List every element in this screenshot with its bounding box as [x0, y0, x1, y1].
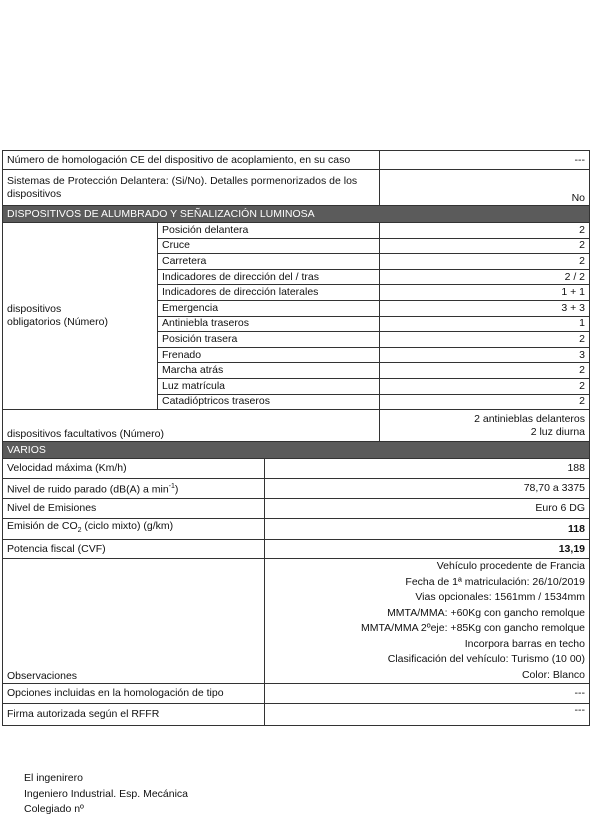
observations-label: Observaciones: [3, 559, 265, 684]
lighting-item-name: Frenado: [158, 347, 380, 363]
observation-line: MMTA/MMA 2ºeje: +85Kg con gancho remolque: [361, 622, 585, 634]
lighting-section-header: DISPOSITIVOS DE ALUMBRADO Y SEÑALIZACIÓN LUMINOSA: [3, 206, 590, 223]
observation-line: Vias opcionales: 1561mm / 1534mm: [415, 591, 585, 603]
engineer-specialty: Ingeniero Industrial. Esp. Mecánica: [24, 787, 189, 800]
observations-value: [265, 559, 590, 684]
engineer-title: El ingenirero: [24, 772, 83, 784]
lighting-item-value: 2: [380, 378, 590, 394]
type-options-value: ---: [265, 684, 590, 704]
lighting-item-value: 2: [380, 254, 590, 270]
varios-table: [2, 441, 590, 726]
coupling-homologation-value: ---: [380, 151, 590, 170]
lighting-item-value: 3 + 3: [380, 300, 590, 316]
noise-level-value: 78,70 a 3375: [265, 479, 590, 499]
lighting-item-name: Indicadores de dirección del / tras: [158, 269, 380, 285]
observation-line: MMTA/MMA: +60Kg con gancho remolque: [387, 606, 585, 619]
lighting-item-value: 2: [380, 332, 590, 348]
observation-line: Color: Blanco: [521, 668, 585, 681]
observation-line: Incorpora barras en techo: [464, 637, 585, 650]
optional-devices-label: dispositivos facultativos (Número): [3, 410, 380, 442]
mandatory-devices-label: dispositivos obligatorios (Número): [3, 223, 158, 410]
observation-line: Clasificación del vehículo: Turismo (10 00): [387, 653, 585, 665]
lighting-item-name: Luz matrícula: [158, 378, 380, 394]
max-speed-value: 188: [265, 459, 590, 479]
lighting-item-name: Cruce: [158, 238, 380, 254]
front-protection-value: No: [380, 170, 590, 206]
authorized-signature-value: ---: [265, 704, 590, 726]
emissions-level-value: Euro 6 DG: [265, 499, 590, 519]
lighting-item-name: Marcha atrás: [158, 363, 380, 379]
observation-line: Vehículo procedente de Francia: [436, 560, 585, 572]
engineer-registration: Colegiado nº: [24, 803, 84, 815]
authorized-signature-label: Firma autorizada según el RFFR: [3, 704, 265, 726]
optional-device-line: 2 antinieblas delanteros: [474, 412, 586, 425]
optional-device-line: 2 luz diurna: [530, 425, 586, 438]
lighting-item-name: Posición trasera: [158, 332, 380, 348]
lighting-item-name: Antiniebla traseros: [158, 316, 380, 332]
lighting-item-name: Catadióptricos traseros: [158, 394, 380, 410]
lighting-item-name: Posición delantera: [158, 223, 380, 239]
lighting-table: [2, 150, 590, 442]
fiscal-power-label: Potencia fiscal (CVF): [3, 540, 265, 559]
engineer-signature-block: [24, 771, 188, 818]
observation-line: Fecha de 1ª matriculación: 26/10/2019: [405, 575, 585, 588]
lighting-item-value: 2: [380, 238, 590, 254]
max-speed-label: Velocidad máxima (Km/h): [3, 459, 265, 479]
noise-level-label: Nivel de ruido parado (dB(A) a $\min^{-1}$): [3, 479, 265, 499]
emissions-level-label: Nivel de Emisiones: [3, 499, 265, 519]
lighting-item-name: Indicadores de dirección laterales: [158, 285, 380, 301]
lighting-item-value: 1: [380, 316, 590, 332]
co2-emission-label: Emisión de $CO_2$ (ciclo mixto) (g/km): [3, 519, 265, 540]
type-options-label: Opciones incluidas en la homologación de tipo: [3, 684, 265, 704]
lighting-item-value: 3: [380, 347, 590, 363]
optional-devices-value: [380, 410, 590, 442]
lighting-item-name: Carretera: [158, 254, 380, 270]
lighting-item-value: 2 / 2: [380, 269, 590, 285]
lighting-item-name: Emergencia: [158, 300, 380, 316]
lighting-item-value: 1 + 1: [380, 285, 590, 301]
lighting-item-value: 2: [380, 363, 590, 379]
co2-emission-value: 118: [265, 519, 590, 540]
lighting-item-value: 2: [380, 394, 590, 410]
fiscal-power-value: 13,19: [265, 540, 590, 559]
lighting-item-value: 2: [380, 223, 590, 239]
front-protection-label: Sistemas de Protección Delantera: (Si/No). Detalles pormenorizados de los dispositivos: [3, 170, 380, 206]
coupling-homologation-label: Número de homologación CE del dispositivo de acoplamiento, en su caso: [3, 151, 380, 170]
varios-section-header: VARIOS: [3, 442, 590, 459]
